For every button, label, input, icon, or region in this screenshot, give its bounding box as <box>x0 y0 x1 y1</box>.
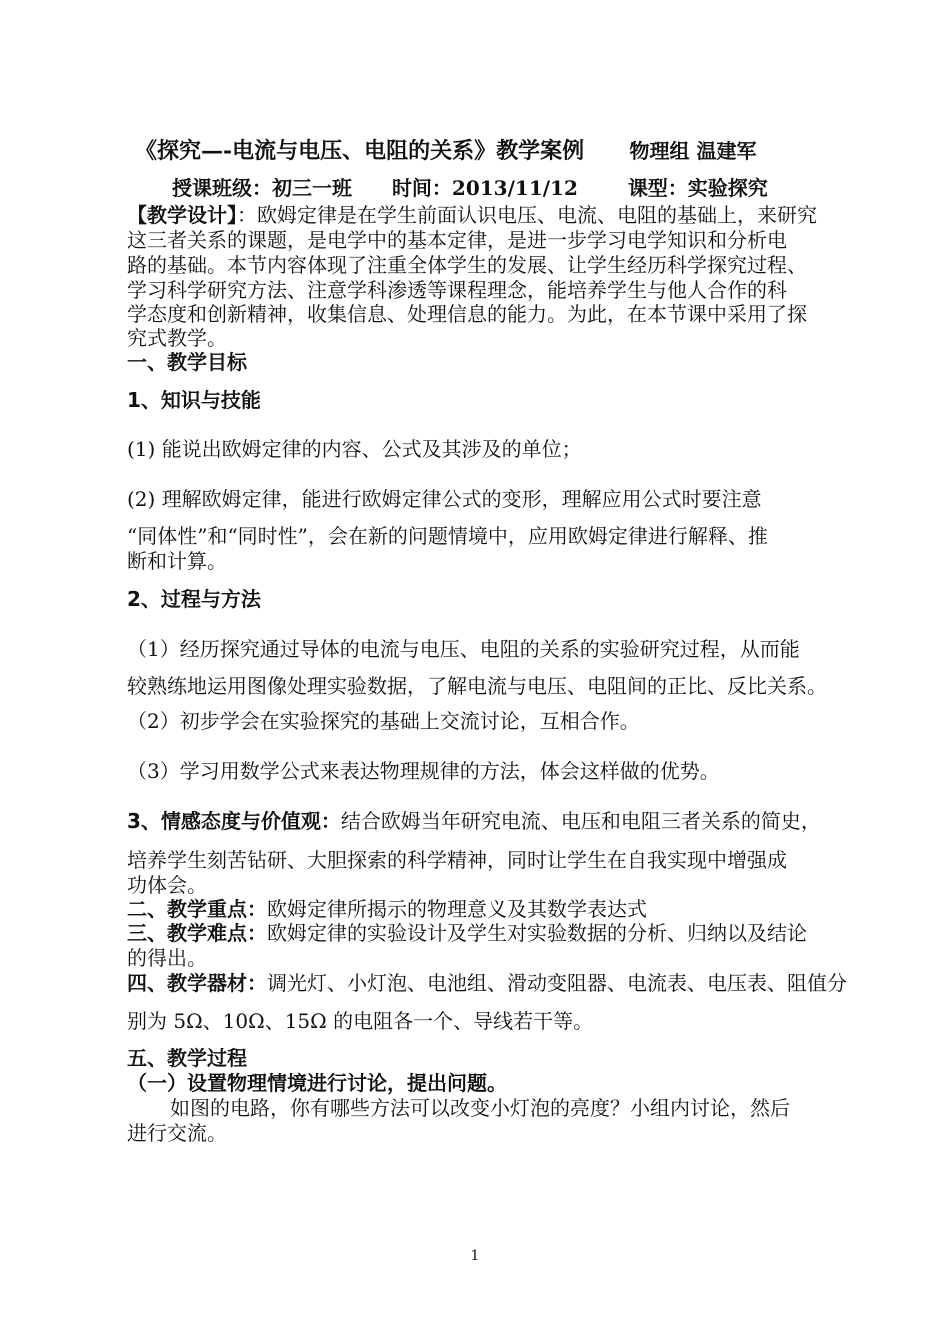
class-info: 授课班级：初三一班 <box>172 176 352 200</box>
document-title <box>135 139 756 163</box>
class-info-line <box>172 176 768 200</box>
page-number: 1 <box>470 1248 480 1264</box>
title-author: 物理组 温建军 <box>629 139 757 163</box>
difficulties-label: 三、教学难点： <box>127 921 267 945</box>
section-heading-process: 五、教学过程 <box>127 1046 247 1070</box>
process-item: （2）初步学会在实验探究的基础上交流讨论，互相合作。 <box>127 709 640 733</box>
design-line: 学态度和创新精神，收集信息、处理信息的能力。为此，在本节课中采用了探 <box>127 302 807 326</box>
process-item: （3）学习用数学公式来表达物理规律的方法，体会这样做的优势。 <box>127 759 720 783</box>
attitude-line: 培养学生刻苦钻研、大胆探索的科学精神，同时让学生在自我实现中增强成 <box>127 848 787 872</box>
title-text: 《探究—-电流与电压、电阻的关系》教学案例 <box>135 138 585 164</box>
attitude-line: 功体会。 <box>127 873 207 897</box>
design-line: 究式教学。 <box>127 326 227 350</box>
difficulties-line: 三、教学难点：欧姆定律的实验设计及学生对实验数据的分析、归纳以及结论 <box>127 921 807 945</box>
key-points-line: 二、教学重点：欧姆定律所揭示的物理意义及其数学表达式 <box>127 897 647 921</box>
design-label: 【教学设计】 <box>127 203 237 227</box>
equipment-line: 四、教学器材：调光灯、小灯泡、电池组、滑动变阻器、电流表、电压表、阻值分 <box>127 971 847 995</box>
lesson-type-info: 课型：实验探究 <box>627 176 768 200</box>
section-heading-objectives: 一、教学目标 <box>127 350 247 374</box>
equipment-line: 别为 5Ω、10Ω、15Ω 的电阻各一个、导线若干等。 <box>127 1009 594 1033</box>
subheading-knowledge-skills: 1、知识与技能 <box>127 388 261 412</box>
design-line: 学习科学研究方法、注意学科渗透等课程理念，能培养学生与他人合作的科 <box>127 278 787 302</box>
process-item-cont: 较熟练地运用图像处理实验数据，了解电流与电压、电阻间的正比、反比关系。 <box>127 674 827 698</box>
key-points-label: 二、教学重点： <box>127 897 267 921</box>
design-line: 这三者关系的课题，是电学中的基本定律，是进一步学习电学知识和分析电 <box>127 228 787 252</box>
process-text: 如图的电路，你有哪些方法可以改变小灯泡的亮度？小组内讨论，然后 <box>170 1096 790 1120</box>
design-line: 路的基础。本节内容体现了注重全体学生的发展、让学生经历科学探究过程、 <box>127 253 807 277</box>
difficulties-line: 的得出。 <box>127 946 207 970</box>
objective-item-cont: 断和计算。 <box>127 549 227 573</box>
time-info: 时间：2013/11/12 <box>391 176 578 200</box>
attitude-line: 3、情感态度与价值观：结合欧姆当年研究电流、电压和电阻三者关系的简史， <box>127 809 821 833</box>
attitude-label: 3、情感态度与价值观： <box>127 809 341 833</box>
subheading-process-methods: 2、过程与方法 <box>127 587 261 611</box>
objective-item: (1) 能说出欧姆定律的内容、公式及其涉及的单位； <box>127 437 582 461</box>
process-text: 进行交流。 <box>127 1121 227 1145</box>
design-line: 【教学设计】：欧姆定律是在学生前面认识电压、电流、电阻的基础上，来研究 <box>127 203 817 227</box>
process-item: （1）经历探究通过导体的电流与电压、电阻的关系的实验研究过程，从而能 <box>127 637 800 661</box>
objective-item: (2) 理解欧姆定律，能进行欧姆定律公式的变形，理解应用公式时要注意 <box>127 487 762 511</box>
process-subheading: （一）设置物理情境进行讨论，提出问题。 <box>127 1071 507 1095</box>
objective-item-cont: “同体性”和“同时性”，会在新的问题情境中，应用欧姆定律进行解释、推 <box>127 524 768 548</box>
equipment-label: 四、教学器材： <box>127 971 267 995</box>
